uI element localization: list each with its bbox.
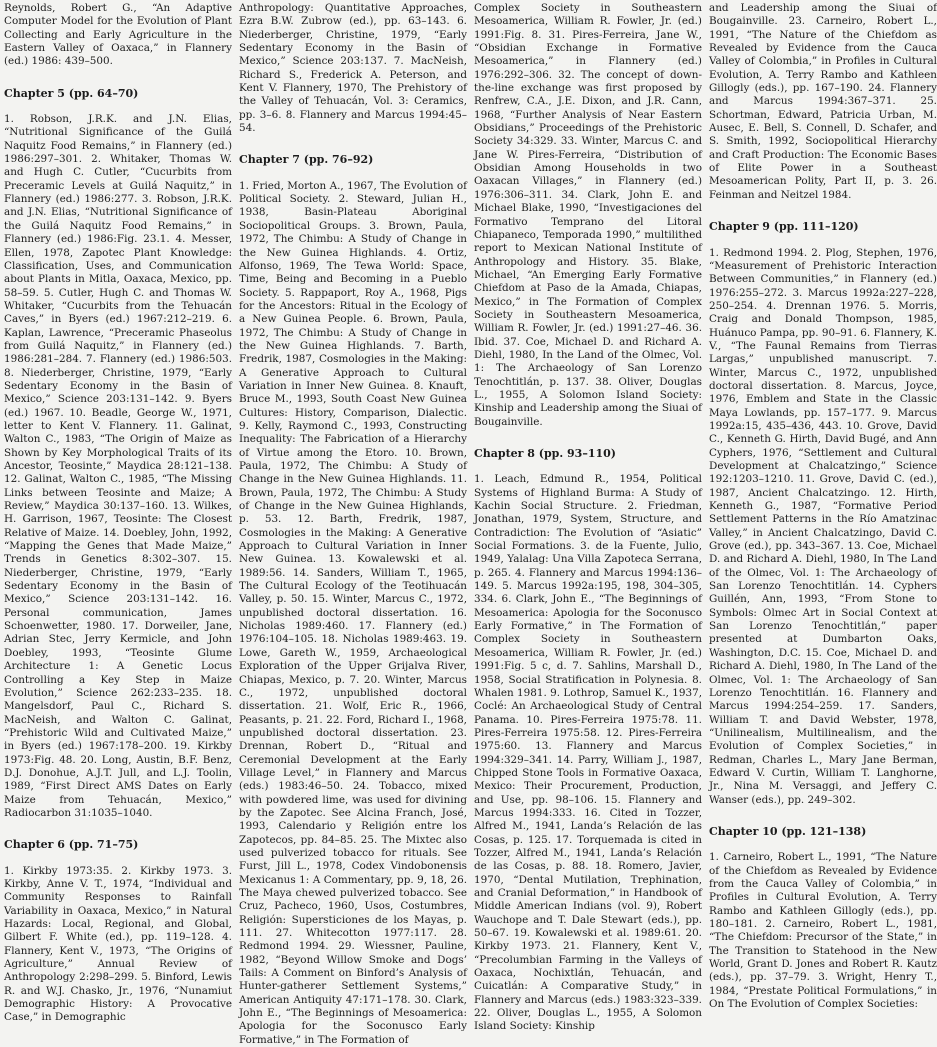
chapter-6-heading: Chapter 6 (pp. 71–75) <box>4 838 139 852</box>
chapter-10-notes: 1. Carneiro, Robert L., 1991, “The Nature of the Chiefdom as Revealed by Evidence from the Cauca Valley of Colombia,” in Profiles in Cultural Evolution, A. Terry Rambo and Kathleen Gillogly (eds.), pp. 180–181. 2. Carneiro, Robert L., 1981, “The Chiefdom: Precursor of the State,” in The Transition to Statehood in the New World, Grant D. Jones and Robert R. Kautz (eds.), pp. 37–79. 3. Wright, Henry T., 1984, “Prestate Political Formulations,” in On The Evolution of Complex Societies: <box>709 851 937 1011</box>
notes-column-1 <box>4 0 232 1047</box>
continued-notes: and Leadership among the Siuai of Bougainville. 23. Carneiro, Robert L., 1991, “The Nature of the Chiefdom as Revealed by Evidence from the Cauca Valley of Colombia,” in Profiles in Cultural Evolution, A. Terry Rambo and Kathleen Gillogly (eds.), pp. 167–190. 24. Flannery and Marcus 1994:367–371. 25. Schortman, Edward, Patricia Urban, M. Ausec, E. Bell, S. Connell, D. Schafer, and S. Smith, 1992, Sociopolitical Hierarchy and Craft Production: The Economic Bases of Elite Power in a Southeast Mesoamerican Polity, Part II, p. 3. 26. Feinman and Neitzel 1984. <box>709 2 937 201</box>
chapter-5-notes: 1. Robson, J.R.K. and J.N. Elias, “Nutritional Significance of the Guilá Naquitz Food Remains,” in Flannery (ed.) 1986:297–301. 2. Whitaker, Thomas W. and Hugh C. Cutler, “Cucurbits from Preceramic Levels at Guilá Naquitz,” in Flannery (ed.) 1986:277. 3. Robson, J.R.K. and J.N. Elias, “Nutritional Significance of the Guilá Naquitz Food Remains,” in Flannery (ed.) 1986:Fig. 23.1. 4. Messer, Ellen, 1978, Zapotec Plant Knowledge: Classification, Uses, and Communication about Plants in Mitla, Oaxaca, Mexico, pp. 58–59. 5. Cutler, Hugh C. and Thomas W. Whitaker, “Cucurbits from the Tehuacán Caves,” in Byers (ed.) 1967:212–219. 6. Kaplan, Lawrence, “Preceramic Phaseolus from Guilá Naquitz,” in Flannery (ed.) 1986:281–284. 7. Flannery (ed.) 1986:503. 8. Niederberger, Christine, 1979, “Early Sedentary Economy in the Basin of Mexico,” Science 203:131–142. 9. Byers (ed.) 1967. 10. Beadle, George W., 1971, letter to Kent V. Flannery. 11. Galinat, Walton C., 1983, “The Origin of Maize as Shown by Key Morphological Traits of its Ancestor, Teosinte,” Maydica 28:121–138. 12. Galinat, Walton C., 1985, “The Missing Links between Teosinte and Maize; A Review,” Maydica 30:137–160. 13. Wilkes, H. Garrison, 1967, Teosinte: The Closest Relative of Maize. 14. Doebley, John, 1992, “Mapping the Genes that Made Maize,” Trends in Genetics 8:302–307. 15. Niederberger, Christine, 1979, “Early Sedentary Economy in the Basin of Mexico,” Science 203:131–142. 16. Personal communication, James Schoenwetter, 1980. 17. Dorweiler, Jane, Adrian Stec, Jerry Kermicle, and John Doebley, 1993, “Teosinte Glume Architecture 1: A Genetic Locus Controlling a Key Step in Maize Evolution,” Science 262:233–235. 18. Mangelsdorf, Paul C., Richard S. MacNeish, and Walton C. Galinat, “Prehistoric Wild and Cultivated Maize,” in Byers (ed.) 1967:178–200. 19. Kirkby 1973:Fig. 48. 20. Long, Austin, B.F. Benz, D.J. Donohue, A.J.T. Jull, and L.J. Toolin, 1989, “First Direct AMS Dates on Early Maize from Tehuacán, Mexico,” Radiocarbon 31:1035–1040. <box>4 113 232 819</box>
chapter-5-heading: Chapter 5 (pp. 64–70) <box>4 86 139 100</box>
chapter-7-heading: Chapter 7 (pp. 76–92) <box>239 153 374 167</box>
chapter-10-heading: Chapter 10 (pp. 121–138) <box>709 824 867 838</box>
continued-notes: Anthropology: Quantitative Approaches, Ezra B.W. Zubrow (ed.), pp. 63–143. 6. Niederberger, Christine, 1979, “Early Sedentary Economy in the Basin of Mexico,” Science 203:137. 7. MacNeish, Richard S., Frederick A. Peterson, and Kent V. Flannery, 1970, The Prehistory of the Valley of Tehuacán, Vol. 3: Ceramics, pp. 3–6. 8. Flannery and Marcus 1994:45–54. <box>239 2 467 135</box>
chapter-6-notes: 1. Kirkby 1973:35. 2. Kirkby 1973. 3. Kirkby, Anne V. T., 1974, “Individual and Community Responses to Rainfall Variability in Oaxaca, Mexico,” in Natural Hazards: Local, Regional, and Global, Gilbert F. White (ed.), pp. 119–128. 4. Flannery, Kent V., 1973, “The Origins of Agriculture,” Annual Review of Anthropology 2:298–299. 5. Binford, Lewis R. and W.J. Chasko, Jr., 1976, “Nunamiut Demographic History: A Provocative Case,” in Demographic <box>4 864 232 1024</box>
notes-column-3 <box>474 0 702 1047</box>
notes-column-2 <box>239 0 467 1047</box>
chapter-8-notes: 1. Leach, Edmund R., 1954, Political Systems of Highland Burma: A Study of Kachin Social Structure. 2. Friedman, Jonathan, 1979, System, Structure, and Contradiction: The Evolution of “Asiatic” Social Formations. 3. de la Fuente, Julio, 1949, Yalalag: Una Villa Zapoteca Serrana, p. 265. 4. Flannery and Marcus 1994:136–149. 5. Marcus 1992a:195, 198, 304–305, 334. 6. Clark, John E., “The Beginnings of Mesoamerica: Apologia for the Soconusco Early Formative,” in The Formation of Complex Society in Southeastern Mesoamerica, William R. Fowler, Jr. (ed.) 1991:Fig. 5 c, d. 7. Sahlins, Marshall D., 1958, Social Stratification in Polynesia. 8. Whalen 1981. 9. Lothrop, Samuel K., 1937, Coclé: An Archaeological Study of Central Panama. 10. Pires-Ferreira 1975:78. 11. Pires-Ferreira 1975:58. 12. Pires-Ferreira 1975:60. 13. Flannery and Marcus 1994:329–341. 14. Parry, William J., 1987, Chipped Stone Tools in Formative Oaxaca, Mexico: Their Procurement, Production, and Use, pp. 98–106. 15. Flannery and Marcus 1994:333. 16. Cited in Tozzer, Alfred M., 1941, Landa’s Relación de las Cosas, p. 125. 17. Torquemada is cited in Tozzer, Alfred M., 1941, Landa’s Relación de las Cosas, p. 88. 18. Romero, Javier, 1970, “Dental Mutilation, Trephination, and Cranial Deformation,” in Handbook of Middle American Indians (vol. 9), Robert Wauchope and T. Dale Stewart (eds.), pp. 50–67. 19. Kowalewski et al. 1989:61. 20. Kirkby 1973. 21. Flannery, Kent V., “Precolumbian Farming in the Valleys of Oaxaca, Nochixtlán, Tehuacán, and Cuicatlán: A Comparative Study,” in Flannery and Marcus (eds.) 1983:323–339. 22. Oliver, Douglas L., 1955, A Solomon Island Society: Kinship <box>474 473 702 1033</box>
chapter-9-notes: 1. Redmond 1994. 2. Plog, Stephen, 1976, “Measurement of Prehistoric Interaction Between Communities,” in Flannery (ed.) 1976:255–272. 3. Marcus 1992a:227–228, 250–254. 4. Drennan 1976. 5. Morris, Craig and Donald Thompson, 1985, Huánuco Pampa, pp. 90–91. 6. Flannery, K. V., “The Faunal Remains from Tierras Largas,” unpublished manuscript. 7. Winter, Marcus C., 1972, unpublished doctoral dissertation. 8. Marcus, Joyce, 1976, Emblem and State in the Classic Maya Lowlands, pp. 157–177. 9. Marcus 1992a:15, 435–436, 443. 10. Grove, David C., Kenneth G. Hirth, David Bugé, and Ann Cyphers, 1976, “Settlement and Cultural Development at Chalcatzingo,” Science 192:1203–1210. 11. Grove, David C. (ed.), 1987, Ancient Chalcatzingo. 12. Hirth, Kenneth G., 1987, “Formative Period Settlement Patterns in the Río Amatzinac Valley,” in Ancient Chalcatzingo, David C. Grove (ed.), pp. 343–367. 13. Coe, Michael D. and Richard A. Diehl, 1980, In The Land of the Olmec, Vol. 1: The Archaeology of San Lorenzo Tenochtitlán. 14. Cyphers Guillén, Ann, 1993, “From Stone to Symbols: Olmec Art in Social Context at San Lorenzo Tenochtitlán,” paper presented at Dumbarton Oaks, Washington, D.C. 15. Coe, Michael D. and Richard A. Diehl, 1980, In The Land of the Olmec, Vol. 1: The Archaeology of San Lorenzo Tenochtitlán. 16. Flannery and Marcus 1994:254–259. 17. Sanders, William T. and David Webster, 1978, “Unilinealism, Multilinealism, and the Evolution of Complex Societies,” in Redman, Charles L., Mary Jane Berman, Edward V. Curtin, William T. Langhorne, Jr., Nina M. Versaggi, and Jeffery C. Wanser (eds.), pp. 249–302. <box>709 246 937 806</box>
continued-notes: Complex Society in Southeastern Mesoamerica, William R. Fowler, Jr. (ed.) 1991:Fig. 8. 31. Pires-Ferreira, Jane W., “Obsidian Exchange in Formative Mesoamerica,” in Flannery (ed.) 1976:292–306. 32. The concept of down-the-line exchange was first proposed by Renfrew, C.A., J.E. Dixon, and J.R. Cann, 1968, “Further Analysis of Near Eastern Obsidians,” Proceedings of the Prehistoric Society 34:329. 33. Winter, Marcus C. and Jane W. Pires-Ferreira, “Distribution of Obsidian Among Households in two Oaxacan Villages,” in Flannery (ed.) 1976:306–311. 34. Clark, John E. and Michael Blake, 1990, “Investigaciones del Formativo Temprano del Litoral Chiapaneco, Temporada 1990,” multilithed report to Mexican National Institute of Anthropology and History. 35. Blake, Michael, “An Emerging Early Formative Chiefdom at Paso de la Amada, Chiapas, Mexico,” in The Formation of Complex Society in Southeastern Mesoamerica, William R. Fowler, Jr. (ed.) 1991:27–46. 36. Ibid. 37. Coe, Michael D. and Richard A. Diehl, 1980, In the Land of the Olmec, Vol. 1: The Archaeology of San Lorenzo Tenochtitlán, p. 137. 38. Oliver, Douglas L., 1955, A Solomon Island Society: Kinship and Leadership among the Siuai of Bougainville. <box>474 2 702 428</box>
chapter-8-heading: Chapter 8 (pp. 93–110) <box>474 447 616 460</box>
chapter-7-notes: 1. Fried, Morton A., 1967, The Evolution of Political Society. 2. Steward, Julian H., 1938, Basin-Plateau Aboriginal Sociopolitical Groups. 3. Brown, Paula, 1972, The Chimbu: A Study of Change in the New Guinea Highlands. 4. Ortiz, Alfonso, 1969, The Tewa World: Space, Time, Being and Becoming in a Pueblo Society. 5. Rappaport, Roy A., 1968, Pigs for the Ancestors: Ritual in the Ecology of a New Guinea People. 6. Brown, Paula, 1972, The Chimbu: A Study of Change in the New Guinea Highlands. 7. Barth, Fredrik, 1987, Cosmologies in the Making: A Generative Approach to Cultural Variation in Inner New Guinea. 8. Knauft, Bruce M., 1993, South Coast New Guinea Cultures: History, Comparison, Dialectic. 9. Kelly, Raymond C., 1993, Constructing Inequality: The Fabrication of a Hierarchy of Virtue among the Etoro. 10. Brown, Paula, 1972, The Chimbu: A Study of Change in the New Guinea Highlands. 11. Brown, Paula, 1972, The Chimbu: A Study of Change in the New Guinea Highlands, p. 53. 12. Barth, Fredrik, 1987, Cosmologies in the Making: A Generative Approach to Cultural Variation in Inner New Guinea. 13. Kowalewski et al. 1989:56. 14. Sanders, William T., 1965, The Cultural Ecology of the Teotihuacán Valley, p. 50. 15. Winter, Marcus C., 1972, unpublished doctoral dissertation. 16. Nicholas 1989:460. 17. Flannery (ed.) 1976:104–105. 18. Nicholas 1989:463. 19. Lowe, Gareth W., 1959, Archaeological Exploration of the Upper Grijalva River, Chiapas, Mexico, p. 7. 20. Winter, Marcus C., 1972, unpublished doctoral dissertation. 21. Wolf, Eric R., 1966, Peasants, p. 21. 22. Ford, Richard I., 1968, unpublished doctoral dissertation. 23. Drennan, Robert D., “Ritual and Ceremonial Development at the Early Village Level,” in Flannery and Marcus (eds.) 1983:46–50. 24. Tobacco, mixed with powdered lime, was used for divining by the Zapotec. See Alcina Franch, José, 1993, Calendario y Religión entre los Zapotecos, pp. 84–85. 25. The Mixtec also used pulverized tobacco for rituals. See Furst, Jill L., 1978, Codex Vindobonensis Mexicanus 1: A Commentary, pp. 9, 18, 26. The Maya chewed pulverized tobacco. See Cruz, Pacheco, 1960, Usos, Costumbres, Religión: Supersticiones de los Mayas, p. 111. 27. Whitecotton 1977:117. 28. Redmond 1994. 29. Wiessner, Pauline, 1982, “Beyond Willow Smoke and Dogs’ Tails: A Comment on Binford’s Analysis of Hunter-gatherer Settlement Systems,” American Antiquity 47:171–178. 30. Clark, John E., “The Beginnings of Mesoamerica: Apologia for the Soconusco Early Formative,” in The Formation of <box>239 179 467 1046</box>
continued-notes: Reynolds, Robert G., “An Adaptive Computer Model for the Evolution of Plant Collecting and Early Agriculture in the Eastern Valley of Oaxaca,” in Flannery (ed.) 1986: 439–500. <box>4 2 232 68</box>
notes-column-4 <box>709 0 937 1047</box>
chapter-9-heading: Chapter 9 (pp. 111–120) <box>709 220 859 234</box>
